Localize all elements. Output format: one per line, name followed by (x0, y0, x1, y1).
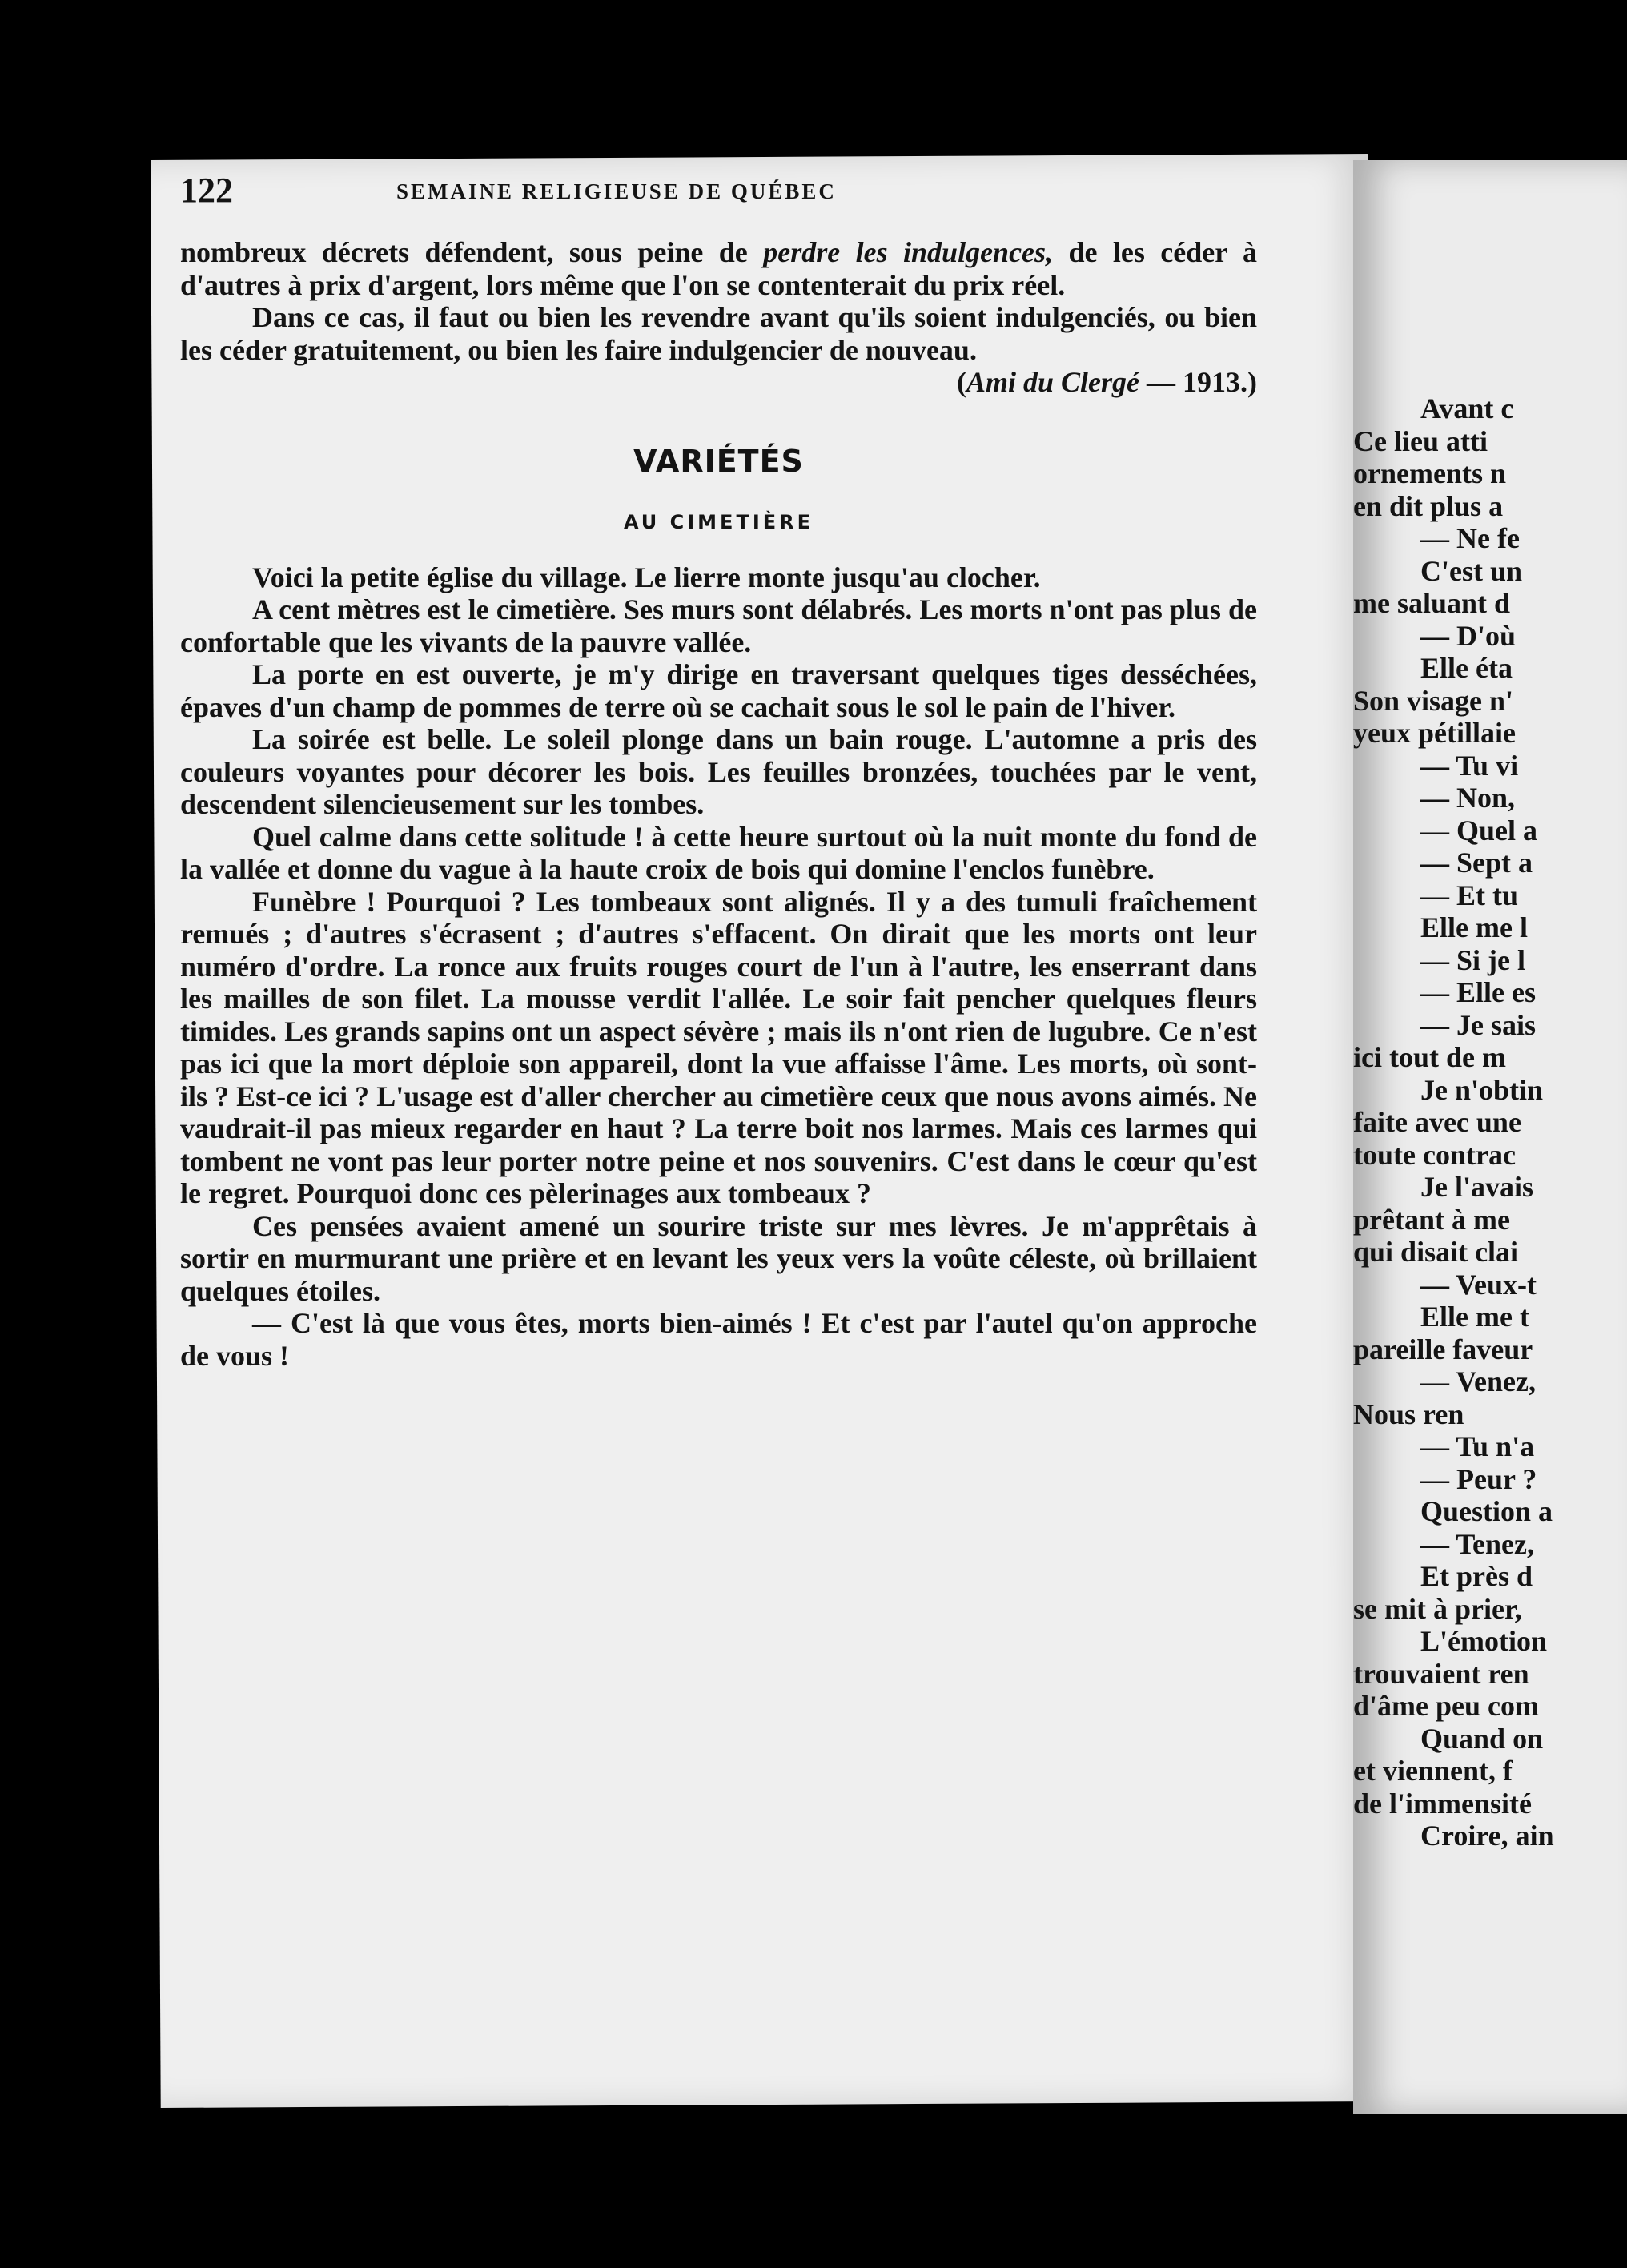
body-paragraph: Funèbre ! Pourquoi ? Les tombeaux sont alignés. Il y a des tumuli fraîchement remués ; d'autres s'écrasent ; d'autres s'effacent. On dirait que les morts ont leur numéro d'ordre. La ronce aux fruits rouges court de l'un à l'autre, les enserrant dans les mailles de son filet. La mousse verdit l'allée. Le soir fait pencher quelques fleurs timides. Les grands sapins ont un aspect sévère ; mais ils n'ont rien de lugubre. Ce n'est pas ici que la mort déploie son appareil, dont la vue affaisse l'âme. Les morts, où sont-ils ? Est-ce ici ? L'usage est d'aller chercher au cimetière ceux que nous avons aimés. Ne vaudrait-il pas mieux regarder en haut ? La terre boit nos larmes. Mais ces larmes qui tombent ne vont pas leur porter notre peine et nos souvenirs. C'est dans le cœur qu'est le regret. Pourquoi donc ces pèlerinages aux tombeaux ? (180, 885, 1257, 1209)
right-page-line: — Si je l (1420, 943, 1525, 976)
right-page-line: Elle me t (1420, 1301, 1529, 1333)
right-page-line: trouvaient ren (1353, 1657, 1529, 1690)
right-page-line: — Et tu (1420, 879, 1519, 911)
right-page-line: se mit à prier, (1353, 1592, 1522, 1625)
right-page-line: prêtant à me (1353, 1203, 1510, 1236)
right-page-line: L'émotion (1420, 1625, 1547, 1657)
running-head: SEMAINE RELIGIEUSE DE QUÉBEC (396, 179, 837, 203)
section-subtitle: AU CIMETIÈRE (623, 511, 814, 533)
citation: (Ami du Clergé — 1913.) (956, 366, 1257, 398)
right-page-line: Quand on (1420, 1722, 1544, 1755)
intro-paragraph: nombreux décrets défendent, sous peine de perdre les indulgences, de les céder à d'autres à prix d'argent, lors même que l'on se contenterait du prix réel. (180, 236, 1258, 301)
right-page-line: d'âme peu com (1353, 1690, 1539, 1722)
right-page-line: ici tout de m (1353, 1041, 1506, 1073)
body-paragraph: La soirée est belle. Le soleil plonge dans un bain rouge. L'automne a pris des couleurs voyantes pour décorer les bois. Les feuilles bronzées, touchées par le vent, descendent silencieusement sur les tombes. (180, 723, 1257, 820)
page-number: 122 (180, 171, 233, 210)
right-page-line: Son visage n' (1353, 684, 1514, 717)
right-page-line: — Ne fe (1420, 522, 1520, 554)
right-page-line: Je l'avais (1420, 1171, 1533, 1203)
section-title: VARIÉTÉS (633, 443, 804, 479)
right-page-line: qui disait clai (1353, 1236, 1519, 1268)
right-page-line: — Tu vi (1420, 749, 1519, 782)
body-paragraph: — C'est là que vous êtes, morts bien-aimés ! Et c'est par l'autel qu'on approche de vous ! (180, 1307, 1257, 1372)
right-page-line: Elle me l (1420, 911, 1528, 943)
right-page-line: Nous ren (1353, 1397, 1464, 1430)
right-page-line: et viennent, f (1353, 1755, 1513, 1787)
page-header (180, 170, 1257, 218)
right-page-line: — Tu n'a (1420, 1430, 1535, 1462)
right-page-line: Avant c (1420, 392, 1514, 424)
body-paragraph: A cent mètres est le cimetière. Ses murs sont délabrés. Les morts n'ont pas plus de confortable que les vivants de la pauvre vallée. (180, 593, 1257, 658)
right-page-line: toute contrac (1353, 1138, 1516, 1171)
body-paragraph: Quel calme dans cette solitude ! à cette heure surtout où la nuit monte du fond de la vallée et donne du vague à la haute croix de bois qui domine l'enclos funèbre. (180, 820, 1257, 885)
right-page-line: de l'immensité (1353, 1787, 1532, 1820)
right-page-line: me saluant d (1353, 587, 1511, 619)
right-page-line: — Non, (1420, 782, 1516, 814)
right-page-line: ornements n (1353, 457, 1506, 489)
right-page-line: — Sept a (1420, 846, 1533, 879)
article-body (180, 236, 1257, 1372)
body-paragraph: Ces pensées avaient amené un sourire triste sur mes lèvres. Je m'apprêtais à sortir en murmurant une prière et en levant les yeux vers la voûte céleste, où brillaient quelques étoiles. (180, 1209, 1257, 1307)
right-page-line: — Je sais (1420, 1008, 1536, 1041)
right-page-line: C'est un (1420, 554, 1523, 587)
right-page-text (1353, 392, 1627, 1852)
right-page-line: pareille faveur (1353, 1333, 1533, 1365)
right-page-line: — Peur ? (1420, 1462, 1537, 1495)
right-page-line: — Venez, (1420, 1365, 1536, 1397)
right-page-line: faite avec une (1353, 1106, 1521, 1138)
right-page-line: — Tenez, (1420, 1527, 1535, 1560)
body-paragraph: La porte en est ouverte, je m'y dirige en traversant quelques tiges desséchées, épaves d'un champ de pommes de terre où se cachait sous le sol le pain de l'hiver. (180, 658, 1257, 723)
right-page-line: Ce lieu atti (1353, 424, 1488, 457)
right-page-line: — Quel a (1420, 814, 1538, 846)
intro-paragraph: Dans ce cas, il faut ou bien les revendre avant qu'ils soient indulgenciés, ou bien les céder gratuitement, ou bien les faire indulgencier de nouveau. (180, 301, 1257, 366)
right-page-line: — Veux-t (1420, 1268, 1537, 1301)
right-page-line: yeux pétillaie (1353, 717, 1516, 749)
right-page-line: Et près d (1420, 1560, 1533, 1592)
right-page-line: Je n'obtin (1420, 1073, 1544, 1106)
right-page-line: — Elle es (1420, 976, 1536, 1008)
right-page (1353, 160, 1627, 2114)
body-paragraph: Voici la petite église du village. Le lierre monte jusqu'au clocher. (252, 561, 1041, 593)
right-page-line: Croire, ain (1420, 1820, 1554, 1852)
right-page-line: Elle éta (1420, 652, 1513, 684)
right-page-line: en dit plus a (1353, 489, 1504, 522)
right-page-line: Question a (1420, 1495, 1553, 1527)
right-page-line: — D'où (1420, 619, 1517, 652)
